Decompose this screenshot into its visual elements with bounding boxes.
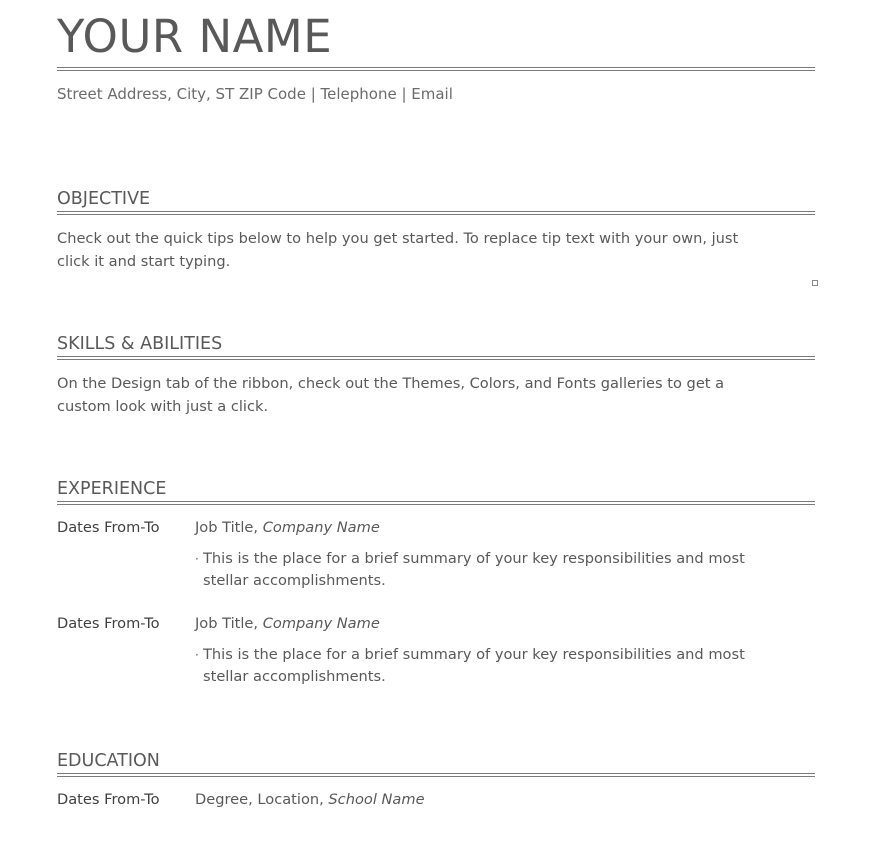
experience-dates[interactable]: Dates From-To bbox=[57, 519, 160, 536]
contact-info[interactable]: Street Address, City, ST ZIP Code | Telephone | Email bbox=[57, 85, 453, 103]
summary-line: stellar accomplishments. bbox=[203, 668, 386, 685]
experience-job[interactable] bbox=[195, 614, 380, 634]
experience-heading[interactable]: EXPERIENCE bbox=[57, 479, 167, 499]
summary-line: This is the place for a brief summary of your key responsibilities and most bbox=[203, 646, 745, 663]
resume-name[interactable]: YOUR NAME bbox=[57, 10, 333, 63]
objective-text-line: click it and start typing. bbox=[57, 253, 231, 270]
job-title: Job Title, bbox=[195, 519, 259, 536]
header-divider bbox=[57, 67, 815, 71]
objective-heading[interactable]: OBJECTIVE bbox=[57, 189, 151, 209]
bullet-icon: · bbox=[195, 552, 199, 566]
education-dates[interactable]: Dates From-To bbox=[57, 791, 160, 808]
skills-heading[interactable]: SKILLS & ABILITIES bbox=[57, 334, 223, 354]
experience-dates[interactable]: Dates From-To bbox=[57, 615, 160, 632]
objective-divider bbox=[57, 211, 815, 215]
objective-text[interactable] bbox=[57, 227, 777, 273]
location: Location, bbox=[257, 791, 324, 808]
education-heading[interactable]: EDUCATION bbox=[57, 751, 160, 771]
education-details[interactable] bbox=[195, 790, 425, 810]
skills-divider bbox=[57, 356, 815, 360]
skills-text-line: On the Design tab of the ribbon, check out the Themes, Colors, and Fonts galleries to get a bbox=[57, 375, 725, 392]
education-divider bbox=[57, 773, 815, 777]
experience-summary[interactable] bbox=[195, 644, 770, 688]
skills-text-line: custom look with just a click. bbox=[57, 398, 269, 415]
objective-text-line: Check out the quick tips below to help you get started. To replace tip text with your own, just bbox=[57, 230, 739, 247]
experience-job[interactable] bbox=[195, 518, 380, 538]
company-name: Company Name bbox=[262, 519, 380, 536]
bullet-icon: · bbox=[195, 648, 199, 662]
company-name: Company Name bbox=[262, 615, 380, 632]
summary-line: stellar accomplishments. bbox=[203, 572, 386, 589]
experience-summary[interactable] bbox=[195, 548, 770, 592]
paragraph-marker bbox=[812, 280, 818, 286]
resume-page bbox=[57, 0, 815, 868]
experience-divider bbox=[57, 501, 815, 505]
school-name: School Name bbox=[328, 791, 425, 808]
skills-text[interactable] bbox=[57, 372, 777, 418]
degree: Degree, bbox=[195, 791, 253, 808]
summary-line: This is the place for a brief summary of your key responsibilities and most bbox=[203, 550, 745, 567]
job-title: Job Title, bbox=[195, 615, 259, 632]
